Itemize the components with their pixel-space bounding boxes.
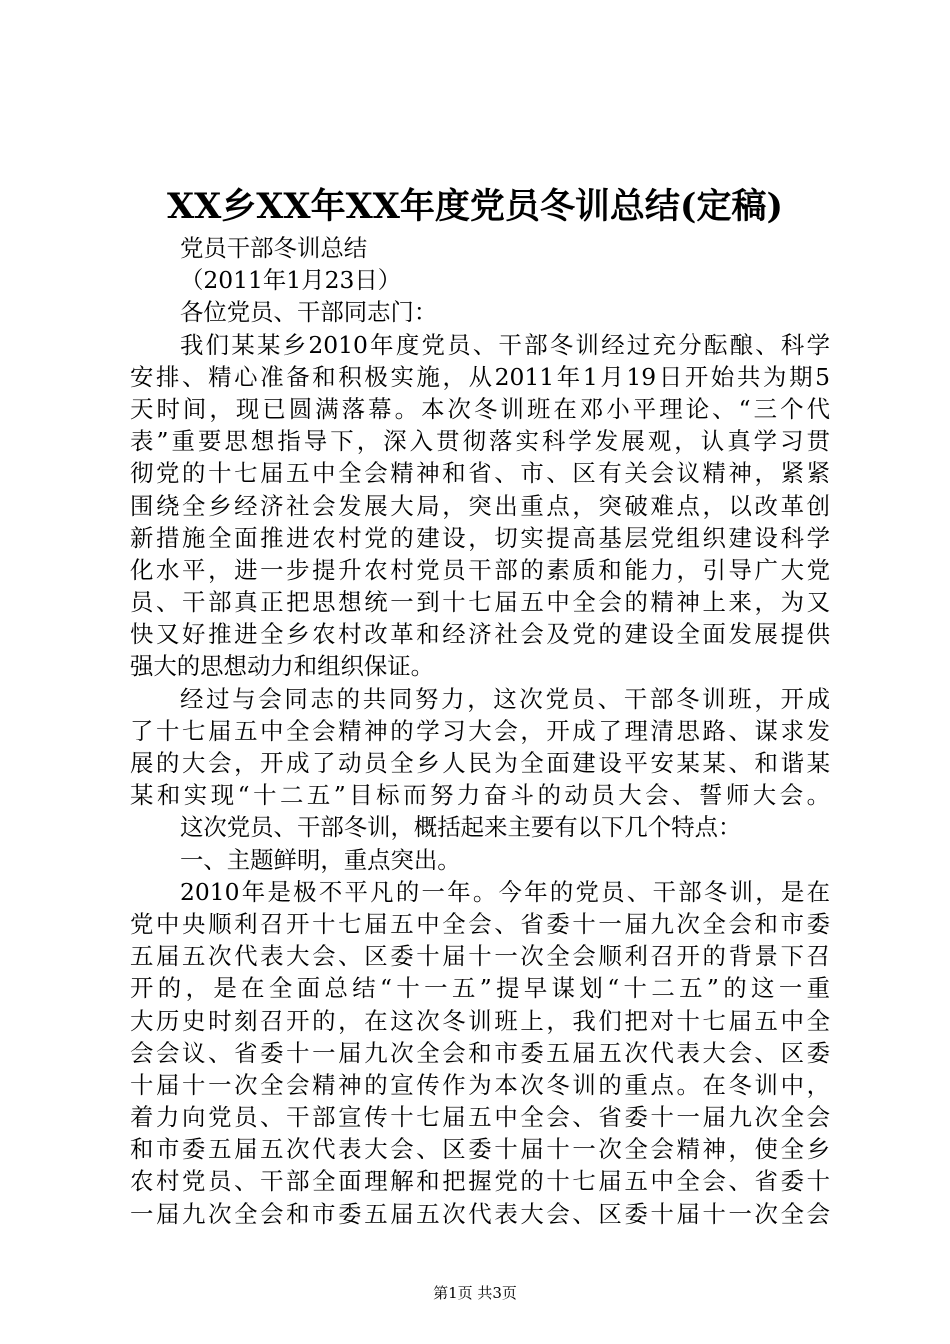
text-line: 各位党员、干部同志门：: [180, 298, 438, 327]
text-line: 党员干部冬训总结: [180, 234, 368, 262]
text-line: 五届五次代表大会、区委十届十一次全会顺利召开的背景下召: [130, 942, 830, 971]
text-line: 这次党员、干部冬训，概括起来主要有以下几个特点：: [180, 813, 742, 842]
text-line: 农村党员、干部全面理解和把握党的十七届五中全会、省委十: [130, 1167, 830, 1196]
text-line: 展的大会，开成了动员全乡人民为全面建设平安某某、和谐某: [130, 749, 830, 777]
text-line: 化水平，进一步提升农村党员干部的素质和能力，引导广大党: [130, 555, 830, 584]
document-body: [130, 232, 830, 1230]
text-line: 着力向党员、干部宣传十七届五中全会、省委十一届九次全会: [130, 1103, 830, 1132]
text-line: 员、干部真正把思想统一到十七届五中全会的精神上来，为又: [130, 588, 830, 617]
text-line: 经过与会同志的共同努力，这次党员、干部冬训班，开成: [180, 684, 830, 713]
text-line: 一届九次全会和市委五届五次代表大会、区委十届十一次全会: [130, 1199, 830, 1228]
text-line: 安排、精心准备和积极实施，从2011年1月19日开始共为期5: [130, 362, 830, 391]
text-line: 一、主题鲜明，重点突出。: [180, 845, 461, 874]
page-footer: 第1页 共3页: [433, 1284, 517, 1302]
text-line: 某和实现“十二五”目标而努力奋斗的动员大会、誓师大会。: [130, 781, 830, 810]
text-line: 党中央顺利召开十七届五中全会、省委十一届九次全会和市委: [130, 909, 830, 938]
text-line: 表”重要思想指导下，深入贯彻落实科学发展观，认真学习贯: [130, 427, 830, 456]
text-line: 强大的思想动力和组织保证。: [130, 652, 435, 681]
text-line: 会会议、省委十一届九次全会和市委五届五次代表大会、区委: [130, 1038, 830, 1067]
text-line: 2010年是极不平凡的一年。今年的党员、干部冬训，是在: [180, 877, 830, 906]
text-line: 了十七届五中全会精神的学习大会，开成了理清思路、谋求发: [130, 716, 830, 745]
text-line: 开的，是在全面总结“十一五”提早谋划“十二五”的这一重: [130, 974, 830, 1003]
document-title: XX乡XX年XX年度党员冬训总结(定稿): [166, 186, 784, 227]
text-line: 和市委五届五次代表大会、区委十届十一次全会精神，使全乡: [130, 1135, 830, 1164]
text-line: 大历史时刻召开的，在这次冬训班上，我们把对十七届五中全: [130, 1006, 830, 1035]
text-line: 我们某某乡2010年度党员、干部冬训经过充分酝酿、科学: [180, 330, 830, 359]
text-line: （2011年1月23日）: [180, 266, 402, 295]
text-line: 快又好推进全乡农村改革和经济社会及党的建设全面发展提供: [130, 620, 830, 649]
text-line: 新措施全面推进农村党的建设，切实提高基层党组织建设科学: [130, 523, 830, 552]
text-line: 彻党的十七届五中全会精神和省、市、区有关会议精神，紧紧: [130, 459, 830, 488]
text-line: 围绕全乡经济社会发展大局，突出重点，突破难点，以改革创: [130, 491, 830, 520]
text-line: 天时间，现已圆满落幕。本次冬训班在邓小平理论、“三个代: [130, 394, 830, 423]
text-line: 十届十一次全会精神的宣传作为本次冬训的重点。在冬训中，: [130, 1070, 830, 1099]
